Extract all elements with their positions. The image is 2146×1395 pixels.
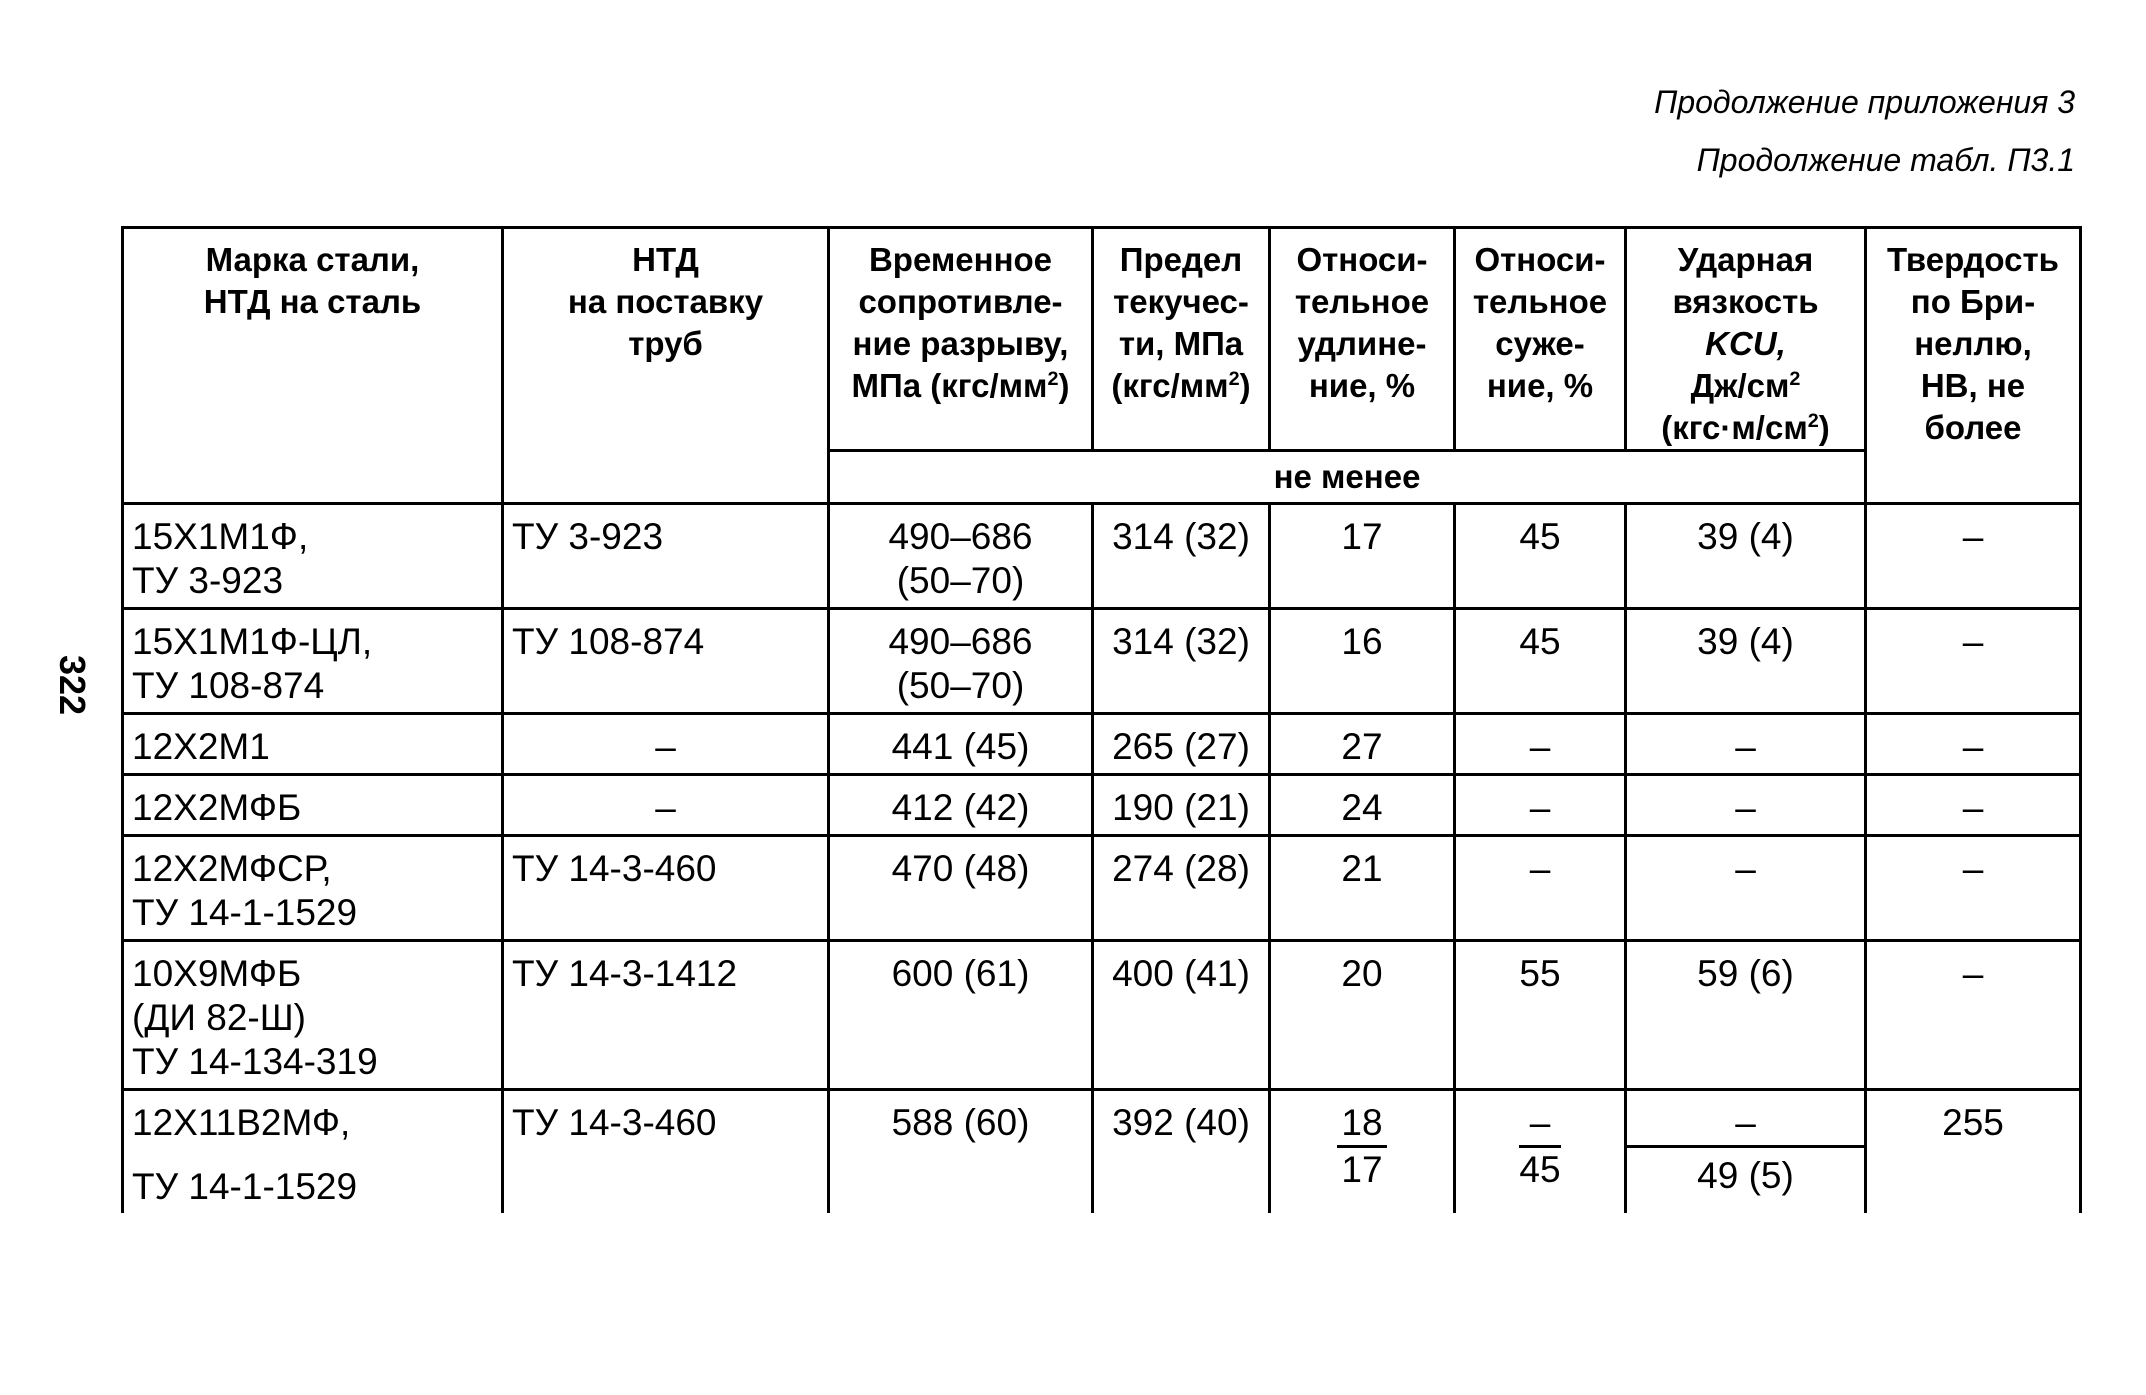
table-continuation-note: Продолжение табл. П3.1: [1696, 142, 2075, 178]
cell-hardness: –: [1866, 836, 2081, 941]
cell-yield: 400 (41): [1093, 941, 1270, 1090]
appendix-continuation-note: Продолжение приложения 3: [1654, 84, 2075, 120]
cell-elongation: 16: [1270, 609, 1455, 714]
cell-grade: 12Х11В2МФ, ТУ 14-1-1529: [123, 1090, 503, 1214]
cell-ntd: ТУ 3-923: [503, 504, 829, 609]
cell-tensile: 490–686 (50–70): [829, 609, 1093, 714]
cell-reduction: –: [1455, 714, 1626, 775]
cell-impact: 59 (6): [1626, 941, 1866, 1090]
col-header-yield: Предел текучес- ти, МПа $(кгс/мм^2)$: [1093, 228, 1270, 451]
cell-reduction: 55: [1455, 941, 1626, 1090]
table-row: [123, 714, 2081, 775]
cell-yield: 314 (32): [1093, 504, 1270, 609]
cell-ntd: ТУ 14-3-460: [503, 836, 829, 941]
cell-yield: 314 (32): [1093, 609, 1270, 714]
cell-elongation: 20: [1270, 941, 1455, 1090]
cell-tensile: 470 (48): [829, 836, 1093, 941]
cell-yield: 392 (40): [1093, 1090, 1270, 1214]
cell-tensile: 588 (60): [829, 1090, 1093, 1214]
impact-split-top: –: [1627, 1101, 1864, 1148]
cell-yield: 265 (27): [1093, 714, 1270, 775]
cell-grade: 12Х2МФСР, ТУ 14-1-1529: [123, 836, 503, 941]
col-header-ntd: НТД на поставку труб: [503, 228, 829, 504]
cell-yield: 274 (28): [1093, 836, 1270, 941]
table-header-row: [123, 228, 2081, 451]
cell-reduction: –: [1455, 836, 1626, 941]
reduction-fraction: $\frac{-}{45}$: [1519, 1102, 1561, 1190]
cell-reduction: 45: [1455, 504, 1626, 609]
min-value-subheader: не менее: [829, 451, 1866, 504]
cell-ntd: ТУ 14-3-460: [503, 1090, 829, 1214]
cell-impact: –: [1626, 714, 1866, 775]
cell-reduction: –: [1455, 775, 1626, 836]
cell-tensile: 441 (45): [829, 714, 1093, 775]
cell-elongation: 17: [1270, 504, 1455, 609]
table-row: [123, 609, 2081, 714]
cell-impact: 39 (4): [1626, 504, 1866, 609]
cell-impact: [1626, 1090, 1866, 1214]
cell-elongation: 24: [1270, 775, 1455, 836]
table-row: [123, 1090, 2081, 1214]
cell-hardness: –: [1866, 504, 2081, 609]
elongation-fraction: $\frac{18}{17}$: [1337, 1101, 1386, 1192]
cell-tensile: 600 (61): [829, 941, 1093, 1090]
cell-elongation: [1270, 1090, 1455, 1214]
table-row: [123, 775, 2081, 836]
cell-grade: 15Х1М1Ф, ТУ 3-923: [123, 504, 503, 609]
steel-properties-table: [121, 226, 2082, 1213]
col-header-elongation: Относи- тельное удлине- ние, %: [1270, 228, 1455, 451]
cell-ntd: –: [503, 714, 829, 775]
impact-split-bottom: 49 (5): [1697, 1155, 1794, 1196]
cell-impact: 39 (4): [1626, 609, 1866, 714]
col-header-impact: Ударная вязкость KCU, $Дж/см^2$ $(кгс\cdot м/см^2)$: [1626, 228, 1866, 451]
page-number: 322: [52, 654, 93, 716]
cell-ntd: ТУ 108-874: [503, 609, 829, 714]
cell-hardness: –: [1866, 714, 2081, 775]
cell-grade: 15Х1М1Ф-ЦЛ, ТУ 108-874: [123, 609, 503, 714]
cell-tensile: 412 (42): [829, 775, 1093, 836]
cell-impact: –: [1626, 836, 1866, 941]
cell-grade: 12Х2МФБ: [123, 775, 503, 836]
cell-reduction: 45: [1455, 609, 1626, 714]
cell-hardness: –: [1866, 941, 2081, 1090]
table-row: [123, 836, 2081, 941]
cell-grade: 12Х2М1: [123, 714, 503, 775]
cell-hardness: –: [1866, 609, 2081, 714]
cell-grade: 10Х9МФБ (ДИ 82-Ш) ТУ 14-134-319: [123, 941, 503, 1090]
table-row: [123, 941, 2081, 1090]
cell-tensile: 490–686 (50–70): [829, 504, 1093, 609]
cell-impact: –: [1626, 775, 1866, 836]
col-header-reduction: Относи- тельное суже- ние, %: [1455, 228, 1626, 451]
cell-elongation: 21: [1270, 836, 1455, 941]
col-header-tensile: Временное сопротивле- ние разрыву, МПа $(кгс/мм^2)$: [829, 228, 1093, 451]
cell-yield: 190 (21): [1093, 775, 1270, 836]
table-row: [123, 504, 2081, 609]
cell-reduction: [1455, 1090, 1626, 1214]
col-header-grade: Марка стали, НТД на сталь: [123, 228, 503, 504]
cell-ntd: ТУ 14-3-1412: [503, 941, 829, 1090]
cell-ntd: –: [503, 775, 829, 836]
col-header-hardness: Твердость по Бри- неллю, НВ, не более: [1866, 228, 2081, 504]
cell-hardness: –: [1866, 775, 2081, 836]
cell-elongation: 27: [1270, 714, 1455, 775]
cell-hardness: 255: [1866, 1090, 2081, 1214]
